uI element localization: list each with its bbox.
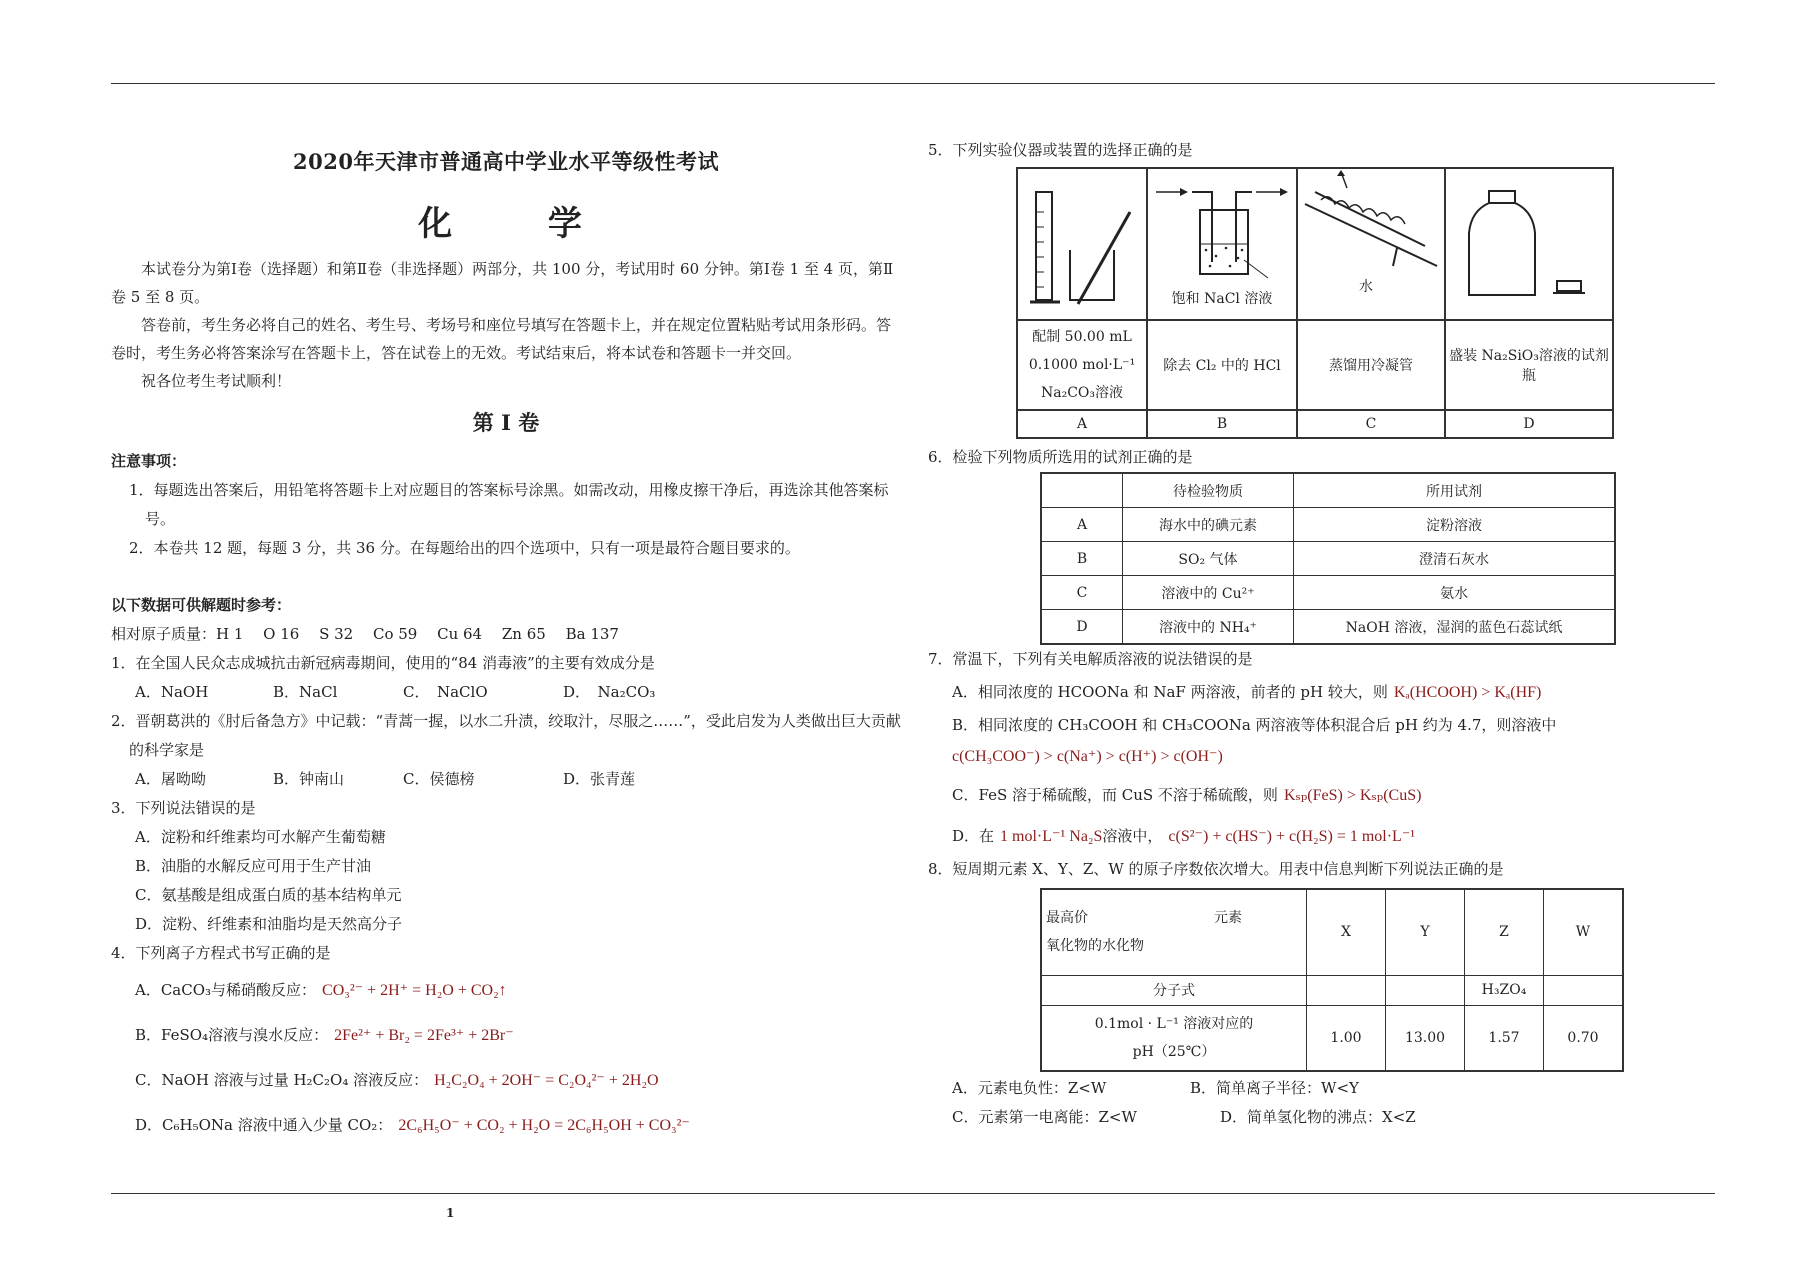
q5-image-b [1147, 168, 1297, 320]
q5-letter-a: A [1017, 410, 1147, 438]
q6-cell: 海水中的碘元素 [1123, 508, 1294, 542]
note-1: 1．每题选出答案后，用铅笔将答题卡上对应题目的答案标号涂黑。如需改动，用橡皮擦干净后，再选涂其他答案标号。 [129, 481, 889, 528]
q1-option-d: D． Na₂CO₃ [563, 683, 656, 701]
q8-option-d: D．简单氢化物的沸点：X<Z [1220, 1108, 1416, 1126]
gas-washing-bottle-icon [1152, 170, 1292, 288]
table-row [1041, 1005, 1623, 1071]
q4-option-c [111, 1058, 901, 1103]
q6-stem: 6．检验下列物质所选用的试剂正确的是 [928, 448, 1193, 466]
q8-row2-label-1: 0.1mol · L⁻¹ 溶液对应的 [1094, 1015, 1254, 1032]
q8-corner-bottom: 氧化物的水化物 [1046, 938, 1144, 955]
q5-letter-d: D [1445, 410, 1613, 438]
q8-corner-elem: 元素 [1214, 910, 1242, 927]
q8-cell [1307, 975, 1386, 1005]
q2-option-d: D．张青莲 [563, 770, 636, 788]
q8-corner-top: 最高价 [1046, 910, 1088, 927]
q6-cell: 溶液中的 NH₄⁺ [1123, 610, 1294, 645]
q1-option-b: B．NaCl [273, 683, 338, 701]
ref-heading: 以下数据可供解题时参考： [111, 596, 292, 614]
q8-options-row-1 [928, 1074, 1718, 1103]
q6-cell: 溶液中的 Cu²⁺ [1123, 576, 1294, 610]
intro-paragraph-1: 本试卷分为第Ⅰ卷（选择题）和第Ⅱ卷（非选择题）两部分，共 100 分，考试用时 60 分钟。第Ⅰ卷 1 至 4 页，第Ⅱ卷 5 至 8 页。 [111, 260, 894, 306]
q8-cell: 13.00 [1386, 1005, 1465, 1071]
q4-option-b-text: B．FeSO₄溶液与溴水反应： [135, 1026, 329, 1044]
q7-option-d-formula-2: c(S²⁻) + c(HS⁻) + c(H₂S) = 1 mol·L⁻¹ [1168, 828, 1416, 845]
q7-option-d-formula-1: 1 mol·L⁻¹ Na₂S [1000, 828, 1103, 845]
q8-cell: 1.00 [1307, 1005, 1386, 1071]
q3-option-c: C．氨基酸是组成蛋白质的基本结构单元 [135, 886, 402, 904]
q8-element-w: W [1544, 889, 1624, 975]
section-title: 第 I 卷 [472, 410, 540, 435]
q4-option-c-text: C．NaOH 溶液与过量 H₂C₂O₄ 溶液反应： [135, 1071, 429, 1089]
q5-desc-d: 盛装 Na₂SiO₃溶液的试剂瓶 [1445, 320, 1613, 410]
q5-apparatus-table [1016, 167, 1614, 439]
q7-option-d [928, 818, 1718, 855]
q8-element-y: Y [1386, 889, 1465, 975]
q6-cell: D [1041, 610, 1123, 645]
q6-cell: A [1041, 508, 1123, 542]
q6-header-2: 所用试剂 [1294, 473, 1616, 508]
condenser-icon [1301, 170, 1441, 280]
q2-option-b: B．钟南山 [273, 770, 345, 788]
q4-option-d [111, 1103, 901, 1148]
q5-c-label: 水 [1359, 279, 1373, 295]
q5-image-a [1017, 168, 1147, 320]
q8-cell: 1.57 [1465, 1005, 1544, 1071]
q8-row2-label-2: pH（25℃） [1132, 1043, 1216, 1060]
q8-option-c: C．元素第一电离能：Z<W [952, 1108, 1137, 1126]
note-2: 2．本卷共 12 题，每题 3 分，共 36 分。在每题给出的四个选项中，只有一项是最符合题目要求的。 [129, 539, 800, 557]
q4-option-b-formula: 2Fe²⁺ + Br₂ = 2Fe³⁺ + 2Br⁻ [334, 1027, 514, 1044]
q2-options [111, 765, 901, 794]
q3-option-d: D．淀粉、纤维素和油脂均是天然高分子 [135, 915, 403, 933]
q8-element-z: Z [1465, 889, 1544, 975]
q8-option-b: B．简单离子半径：W<Y [1190, 1079, 1359, 1097]
q6-cell: B [1041, 542, 1123, 576]
q7-option-b-formula: c(CH₃COO⁻) > c(Na⁺) > c(H⁺) > c(OH⁻) [952, 748, 1223, 765]
q6-cell: 淀粉溶液 [1294, 508, 1616, 542]
q7-option-a-text: A．相同浓度的 HCOONa 和 NaF 两溶液，前者的 pH 较大，则 [952, 683, 1388, 701]
q6-cell: 氨水 [1294, 576, 1616, 610]
q6-cell: C [1041, 576, 1123, 610]
q4-option-d-text: D．C₆H₅ONa 溶液中通入少量 CO₂： [135, 1116, 393, 1134]
q8-cell [1544, 975, 1624, 1005]
q8-table [1040, 888, 1624, 1072]
q2-option-a: A．屠呦呦 [135, 770, 206, 788]
q5-letter-b: B [1147, 410, 1297, 438]
q5-image-d [1445, 168, 1613, 320]
q4-option-a [111, 968, 901, 1013]
q3-option-a: A．淀粉和纤维素均可水解产生葡萄糖 [135, 828, 386, 846]
subject-title: 化 学 [418, 204, 624, 244]
q5-desc-b: 除去 Cl₂ 中的 HCl [1147, 320, 1297, 410]
q4-option-b [111, 1013, 901, 1058]
q2-stem: 2．晋朝葛洪的《肘后备急方》中记载：“青蒿一握，以水二升渍，绞取汁，尽服之……”，受此启发为人类做出巨大贡献的科学家是 [111, 712, 901, 759]
intro-paragraph-3: 祝各位考生考试顺利！ [141, 372, 292, 390]
q3-option-b: B．油脂的水解反应可用于生产甘油 [135, 857, 372, 875]
reagent-bottle-icon [1449, 177, 1609, 307]
q7-option-c-text: C．FeS 溶于稀硫酸，而 CuS 不溶于稀硫酸，则 [952, 786, 1278, 804]
bottom-rule [111, 1193, 1715, 1194]
q1-option-a: A．NaOH [135, 683, 209, 701]
q4-option-d-formula: 2C₆H₅O⁻ + CO₂ + H₂O = 2C₆H₅OH + CO₃²⁻ [398, 1117, 690, 1134]
page-number: 1 [446, 1206, 455, 1220]
q1-options [111, 678, 901, 707]
q8-row1-label: 分子式 [1041, 975, 1307, 1005]
q8-element-x: X [1307, 889, 1386, 975]
q7-stem: 7．常温下，下列有关电解质溶液的说法错误的是 [928, 650, 1253, 668]
q5-image-c [1297, 168, 1445, 320]
q7-option-c-formula: Kₛₚ(FeS) > Kₛₚ(CuS) [1283, 787, 1422, 804]
q1-option-c: C． NaClO [403, 683, 488, 701]
q4-option-c-formula: H₂C₂O₄ + 2OH⁻ = C₂O₄²⁻ + 2H₂O [434, 1072, 659, 1089]
q8-cell: 0.70 [1544, 1005, 1624, 1071]
q6-header-0 [1041, 473, 1123, 508]
q8-corner-cell [1041, 889, 1307, 975]
q6-cell: SO₂ 气体 [1123, 542, 1294, 576]
q6-cell: 澄清石灰水 [1294, 542, 1616, 576]
table-row [1041, 610, 1615, 645]
q6-header-1: 待检验物质 [1123, 473, 1294, 508]
q8-stem: 8．短周期元素 X、Y、Z、W 的原子序数依次增大。用表中信息判断下列说法正确的是 [928, 860, 1504, 878]
q8-row2-label [1041, 1005, 1307, 1071]
q2-option-c: C．侯德榜 [403, 770, 475, 788]
table-row [1041, 542, 1615, 576]
left-column [111, 140, 901, 1148]
q5-desc-c: 蒸馏用冷凝管 [1297, 320, 1445, 410]
q8-options-row-2 [928, 1103, 1718, 1132]
table-row [1041, 508, 1615, 542]
q1-stem: 1．在全国人民众志成城抗击新冠病毒期间，使用的“84 消毒液”的主要有效成分是 [111, 654, 655, 672]
right-column [928, 140, 1718, 1132]
q6-table [1040, 472, 1616, 645]
q7-option-b-formula-line [928, 740, 1718, 773]
q7-option-d-text-2: 溶液中， [1102, 827, 1163, 845]
q7-option-b: B．相同浓度的 CH₃COOH 和 CH₃COONa 两溶液等体积混合后 pH 约为 4.7，则溶液中 [952, 716, 1557, 734]
q8-cell [1386, 975, 1465, 1005]
q8-cell: H₃ZO₄ [1465, 975, 1544, 1005]
q5-b-label: 饱和 NaCl 溶液 [1171, 291, 1273, 307]
q8-option-a: A．元素电负性：Z<W [952, 1079, 1107, 1097]
q5-stem: 5．下列实验仪器或装置的选择正确的是 [928, 141, 1193, 159]
q4-option-a-text: A．CaCO₃与稀硝酸反应： [135, 981, 317, 999]
q4-stem: 4．下列离子方程式书写正确的是 [111, 944, 331, 962]
q4-option-a-formula: CO₃²⁻ + 2H⁺ = H₂O + CO₂↑ [322, 982, 507, 999]
q5-desc-a: 配制 50.00 mL 0.1000 mol·L⁻¹ Na₂CO₃溶液 [1017, 320, 1147, 410]
notes-heading: 注意事项： [111, 452, 187, 470]
table-row [1041, 576, 1615, 610]
top-rule [111, 83, 1715, 84]
q7-option-d-text-1: D．在 [952, 827, 995, 845]
exam-title: 2020年天津市普通高中学业水平等级性考试 [293, 149, 719, 174]
graduated-cylinder-beaker-icon [1022, 172, 1142, 312]
q3-stem: 3．下列说法错误的是 [111, 799, 256, 817]
intro-paragraph-2: 答卷前，考生务必将自己的姓名、考生号、考场号和座位号填写在答题卡上，并在规定位置粘贴考试用条形码。答卷时，考生务必将答案涂写在答题卡上，答在试卷上的无效。考试结束后，将本试卷和答题卡一并交回。 [111, 316, 892, 362]
q6-cell: NaOH 溶液，湿润的蓝色石蕊试纸 [1294, 610, 1616, 645]
q7-option-a-formula: Kₐ(HCOOH) > Kₐ(HF) [1393, 684, 1542, 701]
q7-option-c [928, 773, 1718, 818]
q7-option-a [928, 674, 1718, 711]
q5-letter-c: C [1297, 410, 1445, 438]
atomic-masses: 相对原子质量：H 1 O 16 S 32 Co 59 Cu 64 Zn 65 Ba 137 [111, 625, 619, 643]
table-row [1041, 975, 1623, 1005]
